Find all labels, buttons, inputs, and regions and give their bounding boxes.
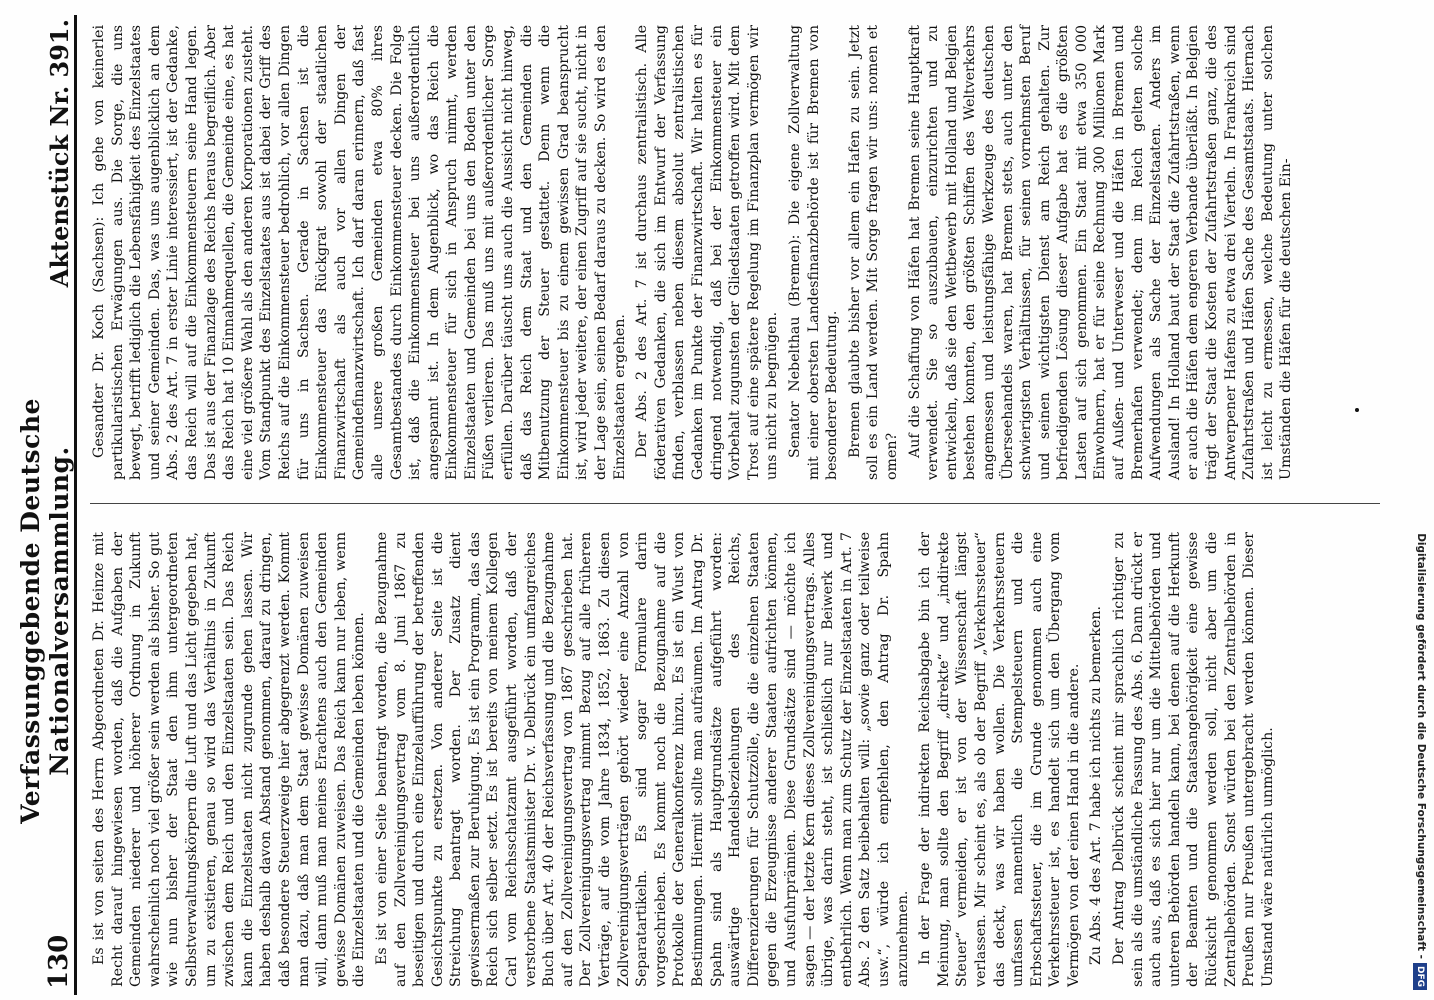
page-number: 130 <box>44 934 74 989</box>
rotated-document-page <box>16 15 1390 995</box>
scan-speck <box>1355 408 1359 412</box>
right-paragraph: Bremen glaubte bisher vor allem ein Hafen zu sein. Jetzt soll es ein Land werden. Mit Sorge fragen wir uns: nomen et omen? <box>846 25 900 480</box>
left-paragraph: In der Frage der indirekten Reichsabgabe bin ich der Meinung, man sollte den Begriff „direkte“ und „indirekte Steuer“ vermeiden, er ist von der Wissenschaft längst verlassen. Mir scheint es, als ob der Begriff „Verkehrssteuer“ das deckt, was wir haben wollen. Die Verkehrssteuern umfassen namentlich die Stempelsteuern und die Erbschaftssteuer, die im Grunde genommen auch eine Verkehrssteuer ist, es handelt sich um den Übergang vom Vermögen von der einen Hand in die andere. <box>917 532 1082 987</box>
right-paragraph: Gesandter Dr. Koch (Sachsen): Ich gehe von keinerlei partikularistischen Erwägungen aus. Die Sorge, die uns bewegt, betrifft lediglich die Lebensfähigkeit des Einzelstaates und seiner Gemeinden. Das, was uns augenblicklich an dem Abs. 2 des Art. 7 in erster Linie interessiert, ist der Gedanke, das Reich will auf die Einkommensteuern seine Hand legen. Das ist aus der Finanzlage des Reichs heraus begreiflich. Aber das Reich hat 10 Einnahmequellen, die Gemeinde eine, es hat eine viel größere Wahl als den anderen Korporationen zusteht. Vom Standpunkt des Einzelstaates aus ist dabei der Griff des Reichs auf die Einkommensteuer bedrohlich, vor allen Dingen für uns in Sachsen. Gerade in Sachsen ist die Einkommensteuer das Rückgrat sowohl der staatlichen Finanzwirtschaft als auch vor allen Dingen der Gemeindefinanzwirtschaft. Ich darf daran erinnern, daß fast alle unsere großen Gemeinden etwa 80% ihres Gesamtbestandes durch Einkommensteuer decken. Die Folge ist, daß die Einkommensteuer bei uns außerordentlich angespannt ist. In dem Augenblick, wo das Reich die Einkommensteuer für sich in Anspruch nimmt, werden Einzelstaaten und Gemeinden bei uns den Boden unter den Füßen verlieren. Das muß uns mit außerordentlicher Sorge erfüllen. Darüber täuscht uns auch die Aussicht nicht hinweg, daß das Reich dem Staat und den Gemeinden die Mitbenutzung der Steuer gestattet. Denn wenn die Einkommensteuer bis zu einem gewissen Grad beansprucht ist, wird jeder weitere, der einen Zugriff auf sie sucht, nicht in der Lage sein, seinen Bedarf daraus zu decken. So wird es den Einzelstaaten ergehen. <box>91 25 628 480</box>
credit-text: Digitalisierung gefördert durch die Deutsche Forschungsgemeinschaft - <box>1415 533 1427 959</box>
left-paragraph: Zu Abs. 4 des Art. 7 habe ich nichts zu bemerken. <box>1088 605 1105 965</box>
credit-line <box>1410 10 1432 990</box>
digitization-credit <box>1410 10 1432 990</box>
right-column <box>90 25 1300 480</box>
right-paragraph: Senator Nebelthau (Bremen): Die eigene Zollverwaltung mit einer obersten Landesfinanzbehörde ist für Bremen von besonderer Bedeutung. <box>786 25 841 480</box>
right-paragraph: Der Abs. 2 des Art. 7 ist durchaus zentralistisch. Alle föderativen Gedanken, die sich im Entwurf der Verfassung finden, verblassen neben diesem absolut zentralistischen Gedanken im Punkte der Finanzwirtschaft. Wir halten es für dringend notwendig, daß bei der Einkommensteuer ein Vorbehalt zugunsten der Gliedstaaten getroffen wird. Mit dem Trost auf eine spätere Regelung im Finanzplan vermögen wir uns nicht zu begnügen. <box>634 25 781 480</box>
dfg-logo: DFG <box>1413 963 1427 990</box>
document-reference: Aktenstück Nr. 391. <box>45 19 74 288</box>
left-column <box>90 532 1281 987</box>
left-paragraph: Der Antrag Delbrück scheint mir sprachlich richtiger zu sein als die umständliche Fassung des Abs. 6. Dann drückt er auch aus, daß es sich hier nur um die Mittelbehörden und unteren Behörden handeln kann, bei denen auf die Herkunft der Beamten und die Staatsangehörigkeit eine gewisse Rücksicht genommen werden soll, nicht aber um die Zentralbehörden. Sonst würden bei den Zentralbehörden in Preußen nur Preußen untergebracht werden können. Dieser Umstand wäre natürlich unmöglich. <box>1111 532 1276 987</box>
left-paragraph: Es ist von einer Seite beantragt worden, die Bezugnahme auf den Zollvereinigungsvertrag vom 8. Juni 1867 zu beseitigen und durch eine Einzelaufführung der betreffenden Gesichtspunkte zu ersetzen. Von anderer Seite ist die Streichung beantragt worden. Der Zusatz dient gewissermaßen zur Beruhigung. Es ist ein Programm, das das Reich sich selber setzt. Es ist bereits von meinem Kollegen Carl vom Reichsschatzamt ausgeführt worden, daß der verstorbene Staatsminister Dr. v. Delbrück ein umfangreiches Buch über Art. 40 der Reichsverfassung und die Bezugnahme auf den Zollvereinigungsvertrag von 1867 geschrieben hat. Der Zollvereinigungsvertrag nimmt Bezug auf alle früheren Verträge, auf die vom Jahre 1834, 1852, 1863. Zu diesen Zollvereinigungsverträgen gehört wieder eine Anzahl von Separatartikeln. Es sind sogar Formulare darin vorgeschrieben. Es kommt noch die Bezugnahme auf die Protokolle der Generalkonferenz hinzu. Es ist ein Wust von Bestimmungen. Hiermit sollte man aufräumen. Im Antrag Dr. Spahn sind als Hauptgrundsätze aufgeführt worden: auswärtige Handelsbeziehungen des Reichs, Differenzierungen für Schutzzölle, die die einzelnen Staaten gegen die Erzeugnisse anderer Staaten aufrichten können, und Ausfuhrprämien. Diese Grundsätze sind — möchte ich sagen — der letzte Kern dieses Zollvereinigungsvertrags. Alles übrige, was darin steht, ist schließlich nur Beiwerk und entbehrlich. Wenn man zum Schutz der Einzelstaaten in Art. 7 Abs. 2 den Satz beibehalten will: „sowie ganz oder teilweise usw.“, würde ich empfehlen, den Antrag Dr. Spahn anzunehmen. <box>373 532 911 987</box>
page-header <box>16 15 77 995</box>
publication-title: Verfassunggebende Deutsche Nationalversammlung. <box>16 398 74 824</box>
right-paragraph: Auf die Schaffung von Häfen hat Bremen seine Hauptkraft verwendet. Sie so auszubauen, einzurichten und zu entwickeln, daß sie den Wettbewerb mit Holland und Belgien bestehen konnten, den größten Schiffen des Weltverkehrs angemessen und leistungsfähige Werkzeuge des deutschen Überseehandels waren, hat Bremen stets, auch unter den schwierigsten Verhältnissen, für seinen vornehmsten Beruf und seinen wichtigsten Dienst am Reich gehalten. Zur befriedigenden Lösung dieser Aufgabe hat es die größten Lasten auf sich genommen. Ein Staat mit etwa 350 000 Einwohnern, hat er für seine Rechnung 300 Millionen Mark auf Außen- und Unterweser und die Häfen in Bremen und Bremerhafen verwendet; denn im Reich gelten solche Aufwendungen als Sache der Einzelstaaten. Anders im Ausland! In Holland baut der Staat die Zufahrtstraßen, wenn er auch die Häfen dem engeren Verbande überläßt. In Belgien trägt der Staat die Kosten der Zufahrtstraßen ganz, die des Antwerpener Hafens zu etwa drei Vierteln. In Frankreich sind Zufahrtstraßen und Häfen Sache des Gesamtstaats. Hiernach ist leicht zu ermessen, welche Bedeutung unter solchen Umständen die Häfen für die deutschen Ein- <box>906 25 1295 480</box>
left-paragraph: Es ist von seiten des Herrn Abgeordneten Dr. Heinze mit Recht darauf hingewiesen worden, daß die Aufgaben der Gemeinden niederer und höherer Ordnung in Zukunft wahrscheinlich noch viel größer sein werden als bisher. So gut wie nun bisher der Staat den ihm untergeordneten Selbstverwaltungskörpern die Luft und das Licht gegeben hat, um zu existieren, genau so wird das Verhältnis in Zukunft zwischen dem Reich und den Einzelstaaten sein. Das Reich kann die Einzelstaaten nicht zugrunde gehen lassen. Wir haben deshalb davon Abstand genommen, darauf zu dringen, daß besondere Steuerzweige hier abgegrenzt werden. Kommt man dazu, daß man dem Staat gewisse Domänen zuweisen will, dann muß man meines Erachtens auch den Gemeinden gewisse Domänen zuweisen. Das Reich kann nur leben, wenn die Einzelstaaten und die Gemeinden leben können. <box>91 532 368 987</box>
column-divider <box>90 503 1380 504</box>
